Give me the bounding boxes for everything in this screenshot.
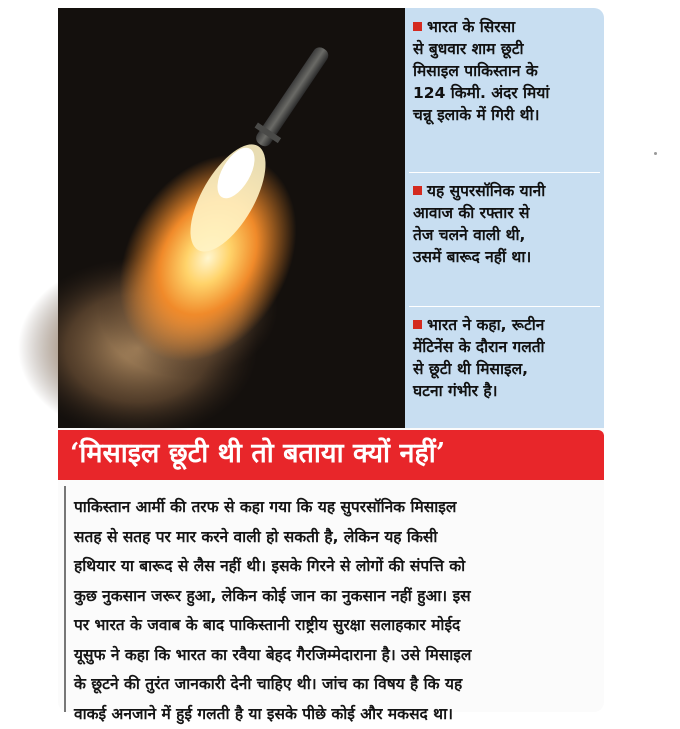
bullet-square-icon bbox=[413, 186, 422, 195]
point-divider bbox=[409, 172, 600, 173]
body-line: कुछ नुकसान जरूर हुआ, लेकिन कोई जान का नुकसान नहीं हुआ। इस bbox=[74, 582, 600, 612]
body-line: यूसुफ ने कहा कि भारत का रवैया बेहद गैरजिम्मेदाराना है। उसे मिसाइल bbox=[74, 641, 600, 671]
point-divider bbox=[409, 306, 600, 307]
body-line: के छूटने की तुरंत जानकारी देनी चाहिए थी। जांच का विषय है कि यह bbox=[74, 670, 600, 700]
body-line: पाकिस्तान आर्मी की तरफ से कहा गया कि यह सुपरसॉनिक मिसाइल bbox=[74, 493, 600, 523]
body-line: हथियार या बारूद से लैस नहीं थी। इसके गिरने से लोगों की संपत्ति को bbox=[74, 552, 600, 582]
body-line: पर भारत के जवाब के बाद पाकिस्तानी राष्ट्रीय सुरक्षा सलाहकार मोईद bbox=[74, 611, 600, 641]
missile-launch-photo bbox=[58, 8, 406, 428]
key-point-2: यह सुपरसॉनिक यानी आवाज की रफ्तार से तेज चलने वाली थी, उसमें बारूद नहीं था। bbox=[413, 180, 596, 268]
headline-title: ‘मिसाइल छूटी थी तो बताया क्यों नहीं’ bbox=[70, 436, 600, 472]
bullet-square-icon bbox=[413, 320, 422, 329]
key-point-1: भारत के सिरसा से बुधवार शाम छूटी मिसाइल पाकिस्तान के 124 किमी. अंदर मियां चन्नू इलाके में गिरी थी। bbox=[413, 16, 596, 126]
body-line: वाकई अनजाने में हुई गलती है या इसके पीछे कोई और मकसद था। bbox=[74, 700, 600, 729]
news-clipping bbox=[58, 8, 604, 712]
key-points-sidebar bbox=[405, 8, 604, 428]
body-line: सतह से सतह पर मार करने वाली हो सकती है, लेकिन यह किसी bbox=[74, 523, 600, 553]
key-point-3: भारत ने कहा, रूटीन मेंटिनेंस के दौरान गलती से छूटी थी मिसाइल, घटना गंभीर है। bbox=[413, 314, 596, 402]
bullet-square-icon bbox=[413, 22, 422, 31]
article-body bbox=[74, 493, 600, 729]
stray-mark bbox=[654, 152, 657, 155]
column-rule bbox=[64, 486, 66, 712]
headline-banner bbox=[58, 430, 604, 480]
missile-launch-icon bbox=[58, 8, 406, 428]
